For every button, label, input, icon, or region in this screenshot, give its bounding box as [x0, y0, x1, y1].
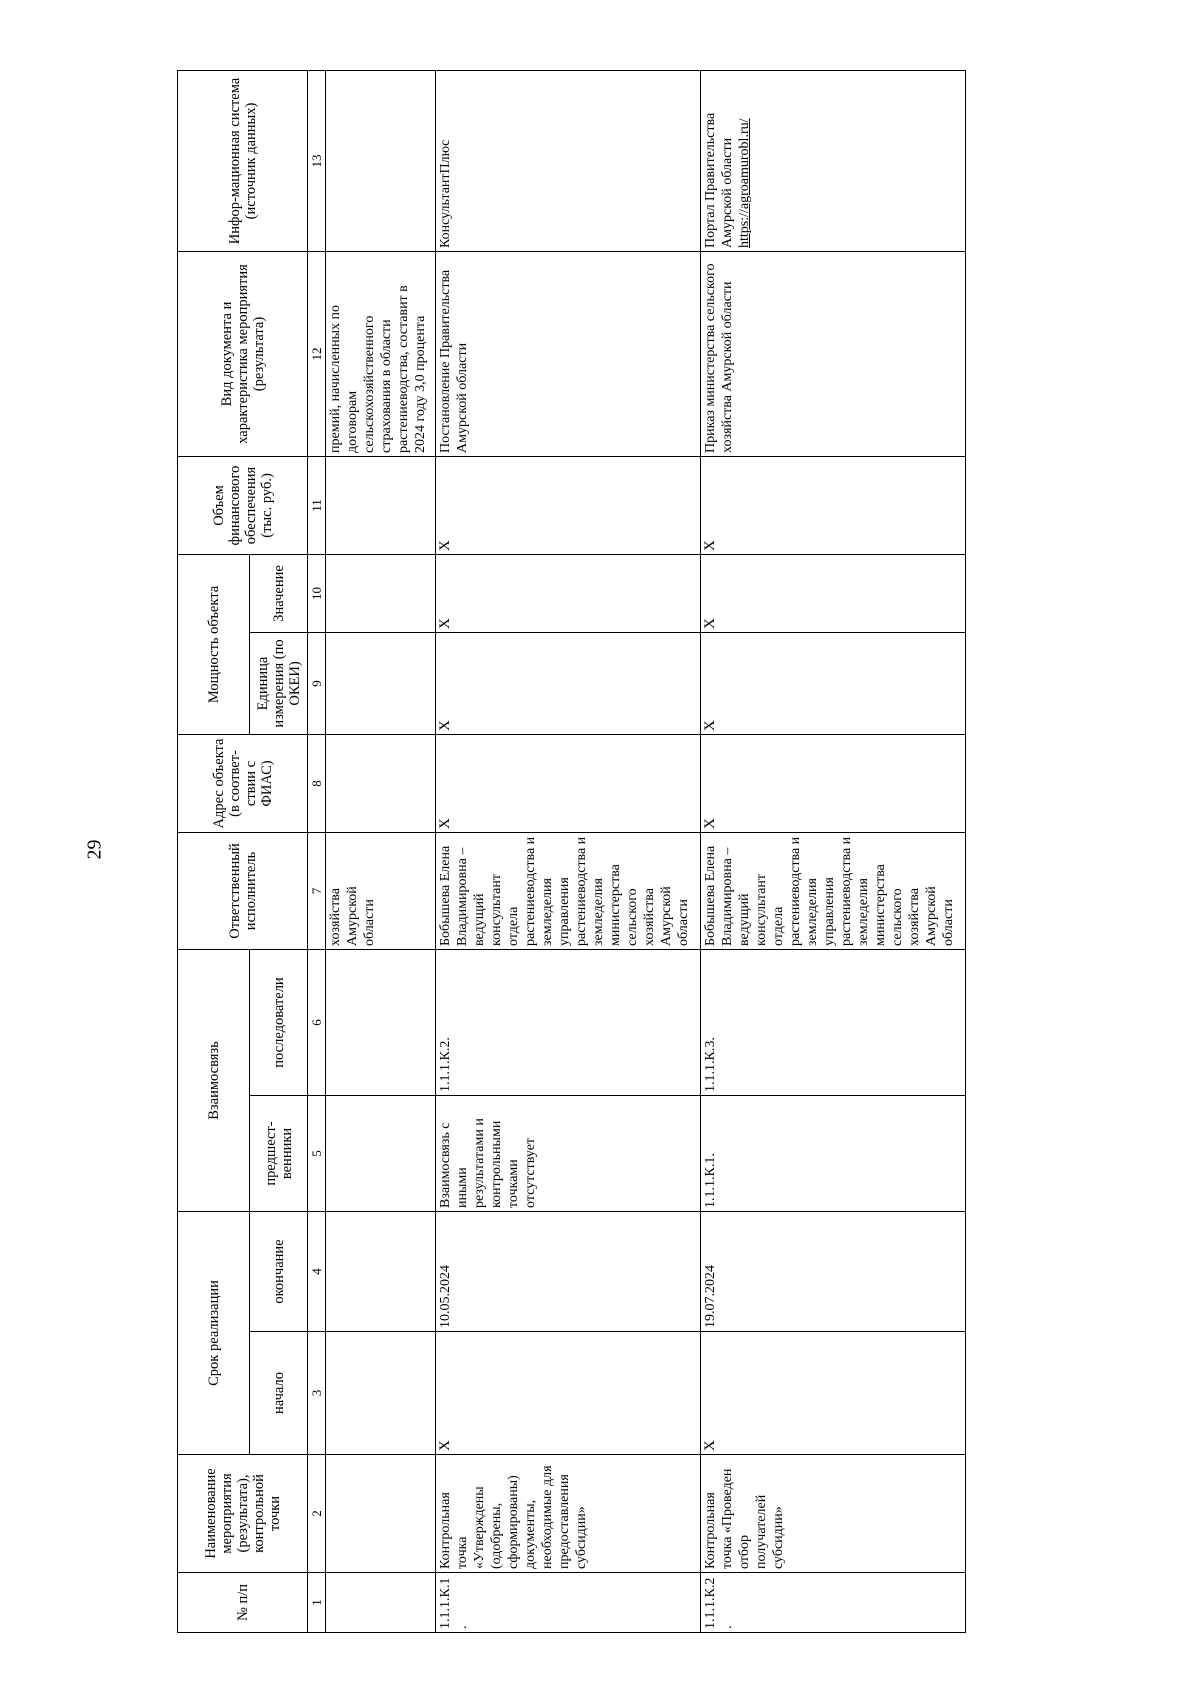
portal-link[interactable]: https://agroamurobl.ru/ [737, 118, 752, 248]
table-row [326, 70, 436, 1632]
header-start: начало [250, 1332, 308, 1455]
cell-successors: 1.1.1.К.2. [436, 949, 701, 1095]
col-number: 9 [308, 632, 326, 734]
col-number: 2 [308, 1455, 326, 1573]
col-number: 11 [308, 456, 326, 554]
header-info-system: Инфор-мационная система (источник данных) [178, 70, 308, 251]
cell-info-system [326, 70, 436, 251]
header-document: Вид документа и характеристика мероприятия (результата) [178, 251, 308, 456]
cell-responsible: Бобышева Елена Владимировна – ведущий консультант отдела растениеводства и земледелия управления растениеводства и земледелия министерства сельского хозяйства Амурской области [436, 832, 701, 949]
header-unit: Единица измерения (по ОКЕИ) [250, 632, 308, 734]
col-number: 1 [308, 1573, 326, 1633]
col-number: 6 [308, 949, 326, 1095]
cell-number: 1.1.1.К.2. [701, 1573, 966, 1633]
cell-predecessors: 1.1.1.К.1. [701, 1096, 966, 1212]
col-number: 7 [308, 832, 326, 949]
header-term-group: Срок реализации [178, 1212, 250, 1455]
cell-start: Х [701, 1332, 966, 1455]
col-number: 3 [308, 1332, 326, 1455]
page-number: 29 [83, 839, 106, 860]
header-end: окончание [250, 1212, 308, 1332]
col-number: 13 [308, 70, 326, 251]
cell-value [326, 554, 436, 632]
cell-name: Контрольная точка «Утверждены (одобрены, сформированы) документы, необходимые для предоставления субсидии» [436, 1455, 701, 1573]
header-link-group: Взаимосвязь [178, 949, 250, 1211]
cell-predecessors [326, 1096, 436, 1212]
header-predecessors: предшест-венники [250, 1096, 308, 1212]
cell-successors [326, 949, 436, 1095]
col-number: 5 [308, 1096, 326, 1212]
cell-end: 10.05.2024 [436, 1212, 701, 1332]
header-power-group: Мощность объекта [178, 554, 250, 734]
cell-end [326, 1212, 436, 1332]
header-number: № п/п [178, 1573, 308, 1633]
header-successors: последователи [250, 949, 308, 1095]
header-name: Наименование мероприятия (результата), контрольной точки [178, 1455, 308, 1573]
cell-responsible: Бобышева Елена Владимировна – ведущий консультант отдела растениеводства и земледелия управления растениеводства и земледелия министерства сельского хозяйства Амурской области [701, 832, 966, 949]
cell-number: 1.1.1.К.1. [436, 1573, 701, 1633]
cell-start [326, 1332, 436, 1455]
header-finance: Объем финансового обеспечения (тыс. руб.) [178, 456, 308, 554]
col-number: 12 [308, 251, 326, 456]
column-numbers-row [308, 70, 326, 1632]
cell-address [326, 734, 436, 832]
cell-finance: Х [701, 456, 966, 554]
header-address: Адрес объекта (в соответ-ствии с ФИАС) [178, 734, 308, 832]
cell-value: Х [701, 554, 966, 632]
table-row [701, 70, 966, 1632]
cell-start: Х [436, 1332, 701, 1455]
cell-address: Х [436, 734, 701, 832]
cell-info-system: КонсультантПлюс [436, 70, 701, 251]
cell-successors: 1.1.1.К.3. [701, 949, 966, 1095]
cell-address: Х [701, 734, 966, 832]
cell-finance [326, 456, 436, 554]
col-number: 10 [308, 554, 326, 632]
cell-value: Х [436, 554, 701, 632]
cell-unit [326, 632, 436, 734]
cell-document: Приказ министерства сельского хозяйства Амурской области [701, 251, 966, 456]
header-value: Значение [250, 554, 308, 632]
cell-unit: Х [701, 632, 966, 734]
cell-document: Постановление Правительства Амурской области [436, 251, 701, 456]
col-number: 4 [308, 1212, 326, 1332]
cell-end: 19.07.2024 [701, 1212, 966, 1332]
cell-name: Контрольная точка «Проведен отбор получателей субсидии» [701, 1455, 966, 1573]
cell-responsible: хозяйства Амурской области [326, 832, 436, 949]
table-row [436, 70, 701, 1632]
header-responsible: Ответственный исполнитель [178, 832, 308, 949]
info-system-text: Портал Правительства Амурской области [703, 112, 735, 248]
cell-finance: Х [436, 456, 701, 554]
cell-document: премий, начисленных по договорам сельскохозяйственного страхования в области растениеводства, составит в 2024 году 3,0 процента [326, 251, 436, 456]
cell-info-system [701, 70, 966, 251]
cell-name [326, 1455, 436, 1573]
col-number: 8 [308, 734, 326, 832]
plan-table [177, 70, 966, 1633]
cell-number [326, 1573, 436, 1633]
cell-predecessors: Взаимосвязь с иными результатами и контрольными точками отсутствует [436, 1096, 701, 1212]
cell-unit: Х [436, 632, 701, 734]
